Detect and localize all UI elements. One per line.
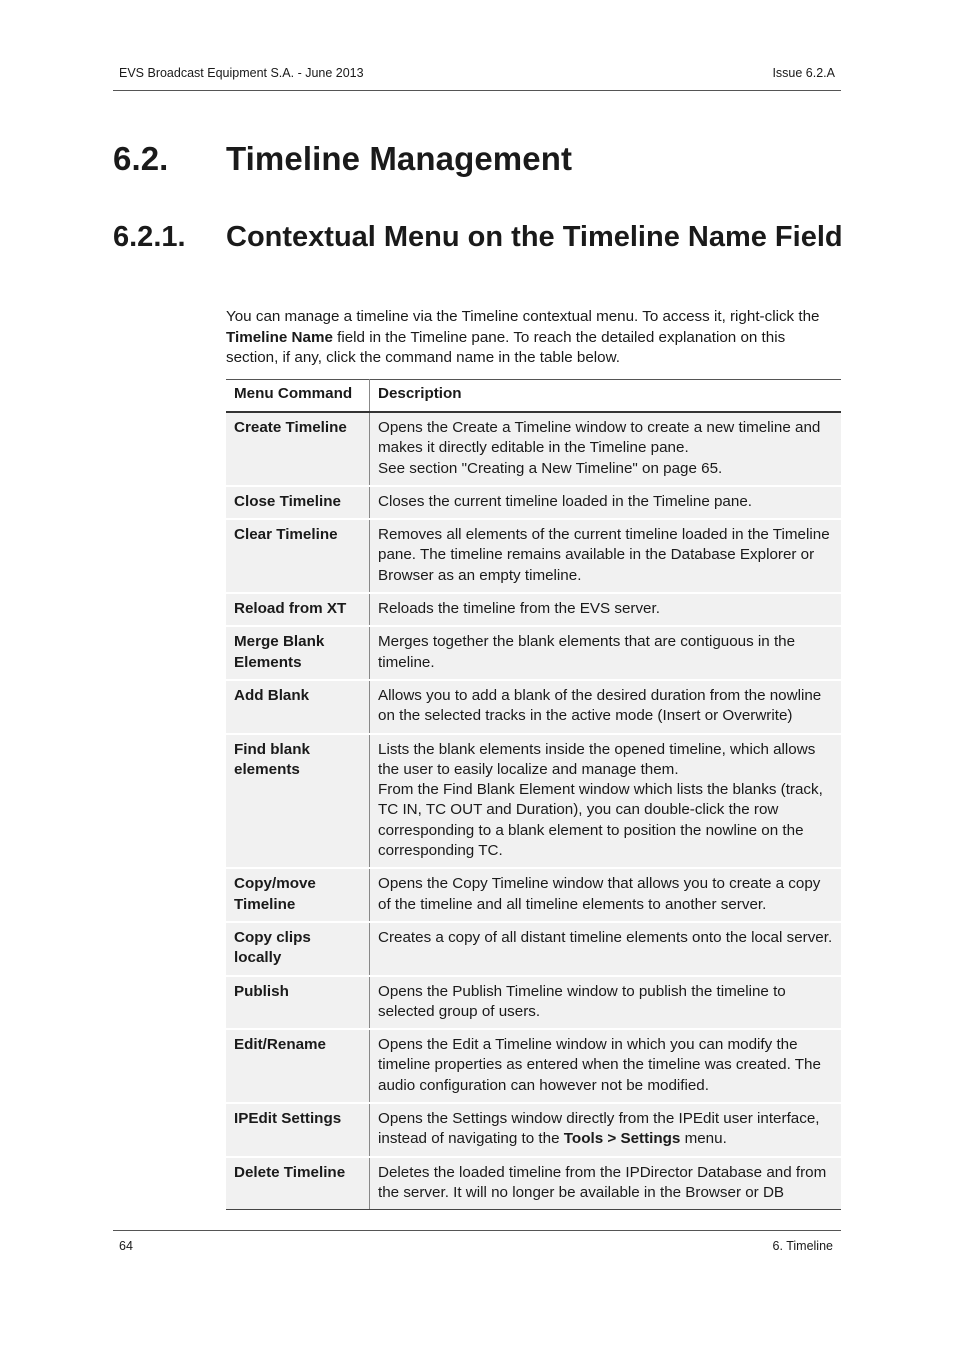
command-close-timeline[interactable]: Close Timeline — [226, 486, 370, 519]
command-edit-rename[interactable]: Edit/Rename — [226, 1029, 370, 1103]
command-delete-timeline[interactable]: Delete Timeline — [226, 1157, 370, 1210]
table-row — [226, 486, 841, 519]
command-copy-move-timeline[interactable]: Copy/move Timeline — [226, 868, 370, 922]
command-publish[interactable]: Publish — [226, 976, 370, 1030]
table-row — [226, 1103, 841, 1157]
table-row — [226, 626, 841, 680]
table-row — [226, 1157, 841, 1210]
footer-chapter: 6. Timeline — [772, 1239, 833, 1253]
cross-reference-link[interactable]: See section "Creating a New Timeline" on page 65. — [378, 459, 723, 477]
description-cell: Creates a copy of all distant timeline elements onto the local server. — [370, 922, 842, 976]
description-cell: Opens the Edit a Timeline window in which you can modify the timeline properties as entered when the timeline was created. The audio configuration can however not be modified. — [370, 1029, 842, 1103]
command-ipedit-settings[interactable]: IPEdit Settings — [226, 1103, 370, 1157]
table-header-row — [226, 380, 841, 413]
table-row — [226, 680, 841, 734]
command-reload-from-xt[interactable]: Reload from XT — [226, 593, 370, 626]
column-header-command: Menu Command — [226, 380, 370, 413]
description-cell: Deletes the loaded timeline from the IPDirector Database and from the server. It will no longer be available in the Browser or DB — [370, 1157, 842, 1210]
section-title: Timeline Management — [226, 140, 573, 177]
description-cell: Reloads the timeline from the EVS server. — [370, 593, 842, 626]
table-row — [226, 1029, 841, 1103]
description-cell: Opens the Copy Timeline window that allows you to create a copy of the timeline and all timeline elements to another server. — [370, 868, 842, 922]
header-publisher: EVS Broadcast Equipment S.A. - June 2013 — [119, 66, 364, 80]
menu-path: Tools > Settings — [563, 1130, 681, 1148]
command-clear-timeline[interactable]: Clear Timeline — [226, 519, 370, 593]
page-number: 64 — [119, 1239, 133, 1253]
header-issue: Issue 6.2.A — [772, 66, 835, 80]
page-header — [113, 66, 841, 91]
intro-text-2: field in the Timeline pane. To reach the detailed explanation on this section, if any, click the command name in the table below. — [226, 328, 786, 366]
command-copy-clips-locally[interactable]: Copy clips locally — [226, 922, 370, 976]
description-cell: Opens the Publish Timeline window to publish the timeline to selected group of users. — [370, 976, 842, 1030]
command-create-timeline[interactable]: Create Timeline — [226, 412, 370, 486]
description-cell: Lists the blank elements inside the opened timeline, which allows the user to easily localize and manage them. From the Find Blank Element window which lists the blanks (track, TC IN, TC OUT and Duration), you can double-click the row corresponding to a blank element to position the nowline on the corresponding TC. — [370, 734, 842, 869]
intro-bold-term: Timeline Name — [226, 328, 333, 346]
description-cell: Opens the Settings window directly from the IPEdit user interface, instead of navigating to the Tools > Settings menu. — [370, 1103, 842, 1157]
intro-paragraph — [226, 307, 841, 369]
table-row — [226, 519, 841, 593]
table-row — [226, 412, 841, 486]
table-row — [226, 593, 841, 626]
description-cell: Closes the current timeline loaded in the Timeline pane. — [370, 486, 842, 519]
table-row — [226, 868, 841, 922]
page-footer — [113, 1230, 841, 1255]
command-find-blank-elements[interactable]: Find blank elements — [226, 734, 370, 869]
menu-command-table — [226, 379, 841, 1210]
description-cell: Opens the Create a Timeline window to create a new timeline and makes it directly editable in the Timeline pane. See section "Creating a New Timeline" on page 65. — [370, 412, 842, 486]
subsection-title: Contextual Menu on the Timeline Name Field — [226, 221, 843, 253]
table-row — [226, 922, 841, 976]
description-cell: Removes all elements of the current timeline loaded in the Timeline pane. The timeline remains available in the Database Explorer or Browser as an empty timeline. — [370, 519, 842, 593]
table-row — [226, 976, 841, 1030]
table-row — [226, 734, 841, 869]
description-cell: Merges together the blank elements that are contiguous in the timeline. — [370, 626, 842, 680]
section-number: 6.2. — [113, 140, 169, 177]
command-merge-blank-elements[interactable]: Merge Blank Elements — [226, 626, 370, 680]
command-add-blank[interactable]: Add Blank — [226, 680, 370, 734]
description-cell: Allows you to add a blank of the desired duration from the nowline on the selected tracks in the active mode (Insert or Overwrite) — [370, 680, 842, 734]
intro-text-1: You can manage a timeline via the Timeline contextual menu. To access it, right-click the — [226, 308, 820, 325]
subsection-number: 6.2.1. — [113, 221, 186, 253]
column-header-description: Description — [370, 380, 842, 413]
